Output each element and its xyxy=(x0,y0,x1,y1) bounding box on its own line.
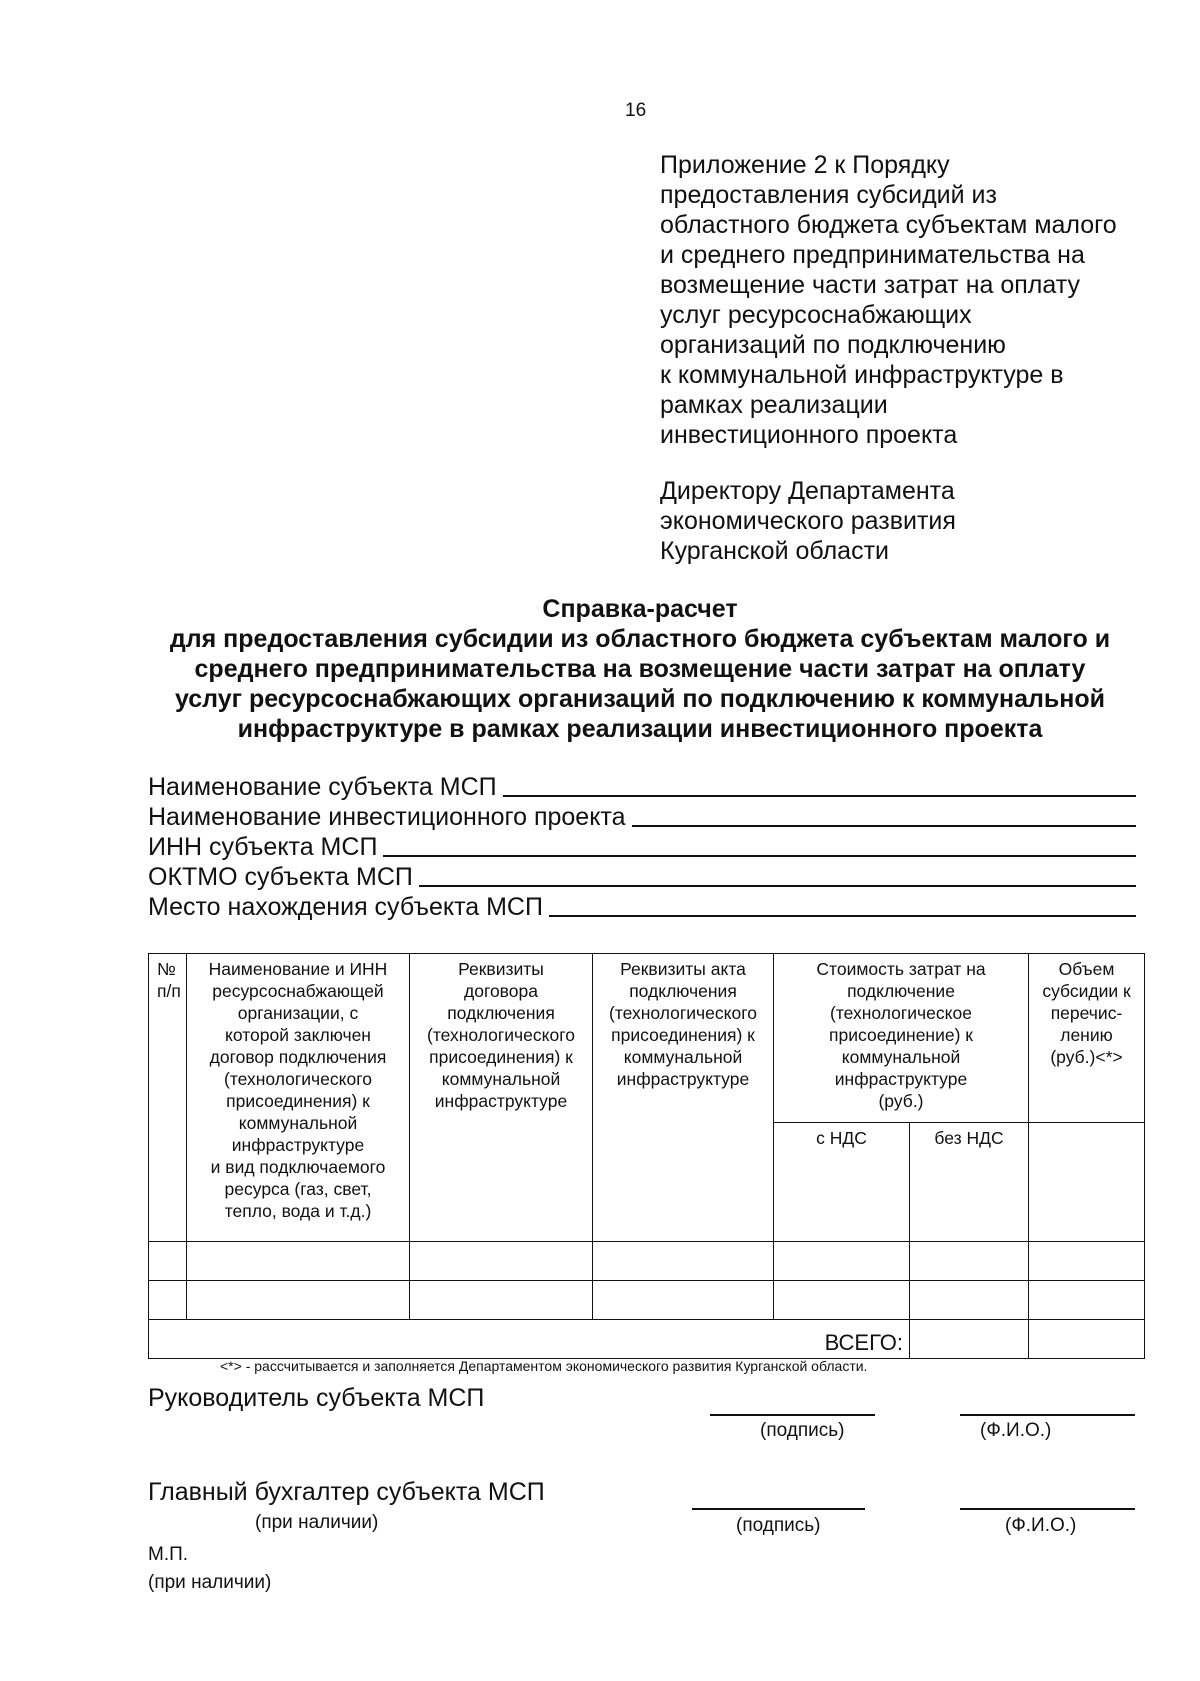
stamp-if-any: (при наличии) xyxy=(148,1572,272,1593)
addressee-line: экономического развития xyxy=(660,507,956,535)
header-supplier: Наименование и ИНН ресурсоснабжающей организации, с которой заключен договор подключения (технологического присоединения) к коммунальной инфраструктуре и вид подключаемого ресурса (газ, свет, тепло, вода и т.д.) xyxy=(187,954,410,1242)
appendix-line: рамках реализации xyxy=(660,391,888,419)
appendix-line: областного бюджета субъектам малого xyxy=(660,211,1117,239)
head-signature-line[interactable] xyxy=(710,1414,875,1416)
fill-line[interactable] xyxy=(503,775,1136,797)
table-cell[interactable] xyxy=(1029,1242,1145,1281)
addressee-line: Директору Департамента xyxy=(660,477,955,505)
field-oktmo xyxy=(148,861,1136,891)
fill-line[interactable] xyxy=(549,895,1136,917)
accountant-signature-caption: (подпись) xyxy=(736,1515,821,1536)
header-subsidy-blank xyxy=(1029,1123,1145,1242)
field-label: ОКТМО субъекта МСП xyxy=(148,863,413,891)
appendix-reference xyxy=(660,150,1140,450)
table-cell[interactable] xyxy=(1029,1281,1145,1320)
page-number: 16 xyxy=(625,100,647,121)
document-title xyxy=(140,594,1140,744)
total-cell[interactable] xyxy=(1029,1320,1145,1359)
header-number: № п/п xyxy=(149,954,187,1242)
subject-fields xyxy=(148,771,1136,921)
title-line: инфраструктуре в рамках реализации инвестиционного проекта xyxy=(237,715,1043,743)
table-cell[interactable] xyxy=(187,1281,410,1320)
field-location xyxy=(148,891,1136,921)
table-cell[interactable] xyxy=(774,1281,910,1320)
total-cell[interactable] xyxy=(910,1320,1029,1359)
table-total-row xyxy=(149,1320,1145,1359)
title-line: для предоставления субсидии из областного бюджета субъектам малого и xyxy=(169,625,1111,653)
calculation-table xyxy=(148,953,1145,1359)
table-cell[interactable] xyxy=(410,1281,593,1320)
table-header-row xyxy=(149,954,1145,1123)
table-cell[interactable] xyxy=(187,1242,410,1281)
appendix-line: и среднего предпринимательства на xyxy=(660,241,1085,269)
table-cell[interactable] xyxy=(149,1281,187,1320)
table-cell[interactable] xyxy=(910,1242,1029,1281)
table-cell[interactable] xyxy=(410,1242,593,1281)
accountant-signature-line[interactable] xyxy=(692,1508,865,1510)
appendix-line: инвестиционного проекта xyxy=(660,421,958,449)
field-label: Наименование инвестиционного проекта xyxy=(148,803,626,831)
appendix-line: предоставления субсидий из xyxy=(660,181,997,209)
table-cell[interactable] xyxy=(910,1281,1029,1320)
appendix-line: услуг ресурсоснабжающих xyxy=(660,301,972,329)
addressee xyxy=(660,476,1140,566)
table-cell[interactable] xyxy=(593,1281,774,1320)
title-line: услуг ресурсоснабжающих организаций по подключению к коммунальной xyxy=(174,685,1106,713)
head-label: Руководитель субъекта МСП xyxy=(148,1384,485,1412)
accountant-name-caption: (Ф.И.О.) xyxy=(1005,1515,1077,1536)
table-row xyxy=(149,1242,1145,1281)
field-label: ИНН субъекта МСП xyxy=(148,833,378,861)
appendix-line: возмещение части затрат на оплату xyxy=(660,271,1080,299)
appendix-line: к коммунальной инфраструктуре в xyxy=(660,361,1064,389)
header-act: Реквизиты акта подключения (технологического присоединения) к коммунальной инфраструктуре xyxy=(593,954,774,1242)
header-without-vat: без НДС xyxy=(910,1123,1029,1242)
head-signature-caption: (подпись) xyxy=(760,1420,845,1441)
table-cell[interactable] xyxy=(593,1242,774,1281)
title-line: Справка-расчет xyxy=(542,595,738,623)
table-cell[interactable] xyxy=(149,1242,187,1281)
table-row xyxy=(149,1281,1145,1320)
field-project-name xyxy=(148,801,1136,831)
fill-line[interactable] xyxy=(383,835,1136,857)
appendix-line: Приложение 2 к Порядку xyxy=(660,151,950,179)
table-cell[interactable] xyxy=(774,1242,910,1281)
total-label: ВСЕГО: xyxy=(149,1320,910,1359)
fill-line[interactable] xyxy=(419,865,1136,887)
footnote: <*> - рассчитывается и заполняется Департаментом экономического развития Курганской области. xyxy=(220,1358,868,1374)
field-label: Место нахождения субъекта МСП xyxy=(148,893,543,921)
header-cost: Стоимость затрат на подключение (технологическое присоединение) к коммунальной инфраструктуре (руб.) xyxy=(774,954,1029,1123)
head-name-caption: (Ф.И.О.) xyxy=(980,1420,1052,1441)
addressee-line: Курганской области xyxy=(660,537,890,565)
field-label: Наименование субъекта МСП xyxy=(148,773,497,801)
stamp-label: М.П. xyxy=(148,1544,189,1565)
field-inn xyxy=(148,831,1136,861)
appendix-line: организаций по подключению xyxy=(660,331,1006,359)
accountant-if-any: (при наличии) xyxy=(255,1512,379,1533)
field-subject-name xyxy=(148,771,1136,801)
accountant-name-line[interactable] xyxy=(960,1508,1135,1510)
head-name-line[interactable] xyxy=(960,1414,1135,1416)
header-contract: Реквизиты договора подключения (технологического присоединения) к коммунальной инфраструктуре xyxy=(410,954,593,1242)
fill-line[interactable] xyxy=(632,805,1136,827)
header-subsidy: Объем субсидии к перечис- лению (руб.)<*> xyxy=(1029,954,1145,1123)
header-with-vat: с НДС xyxy=(774,1123,910,1242)
title-line: среднего предпринимательства на возмещение части затрат на оплату xyxy=(194,655,1086,683)
accountant-label: Главный бухгалтер субъекта МСП xyxy=(148,1478,545,1506)
